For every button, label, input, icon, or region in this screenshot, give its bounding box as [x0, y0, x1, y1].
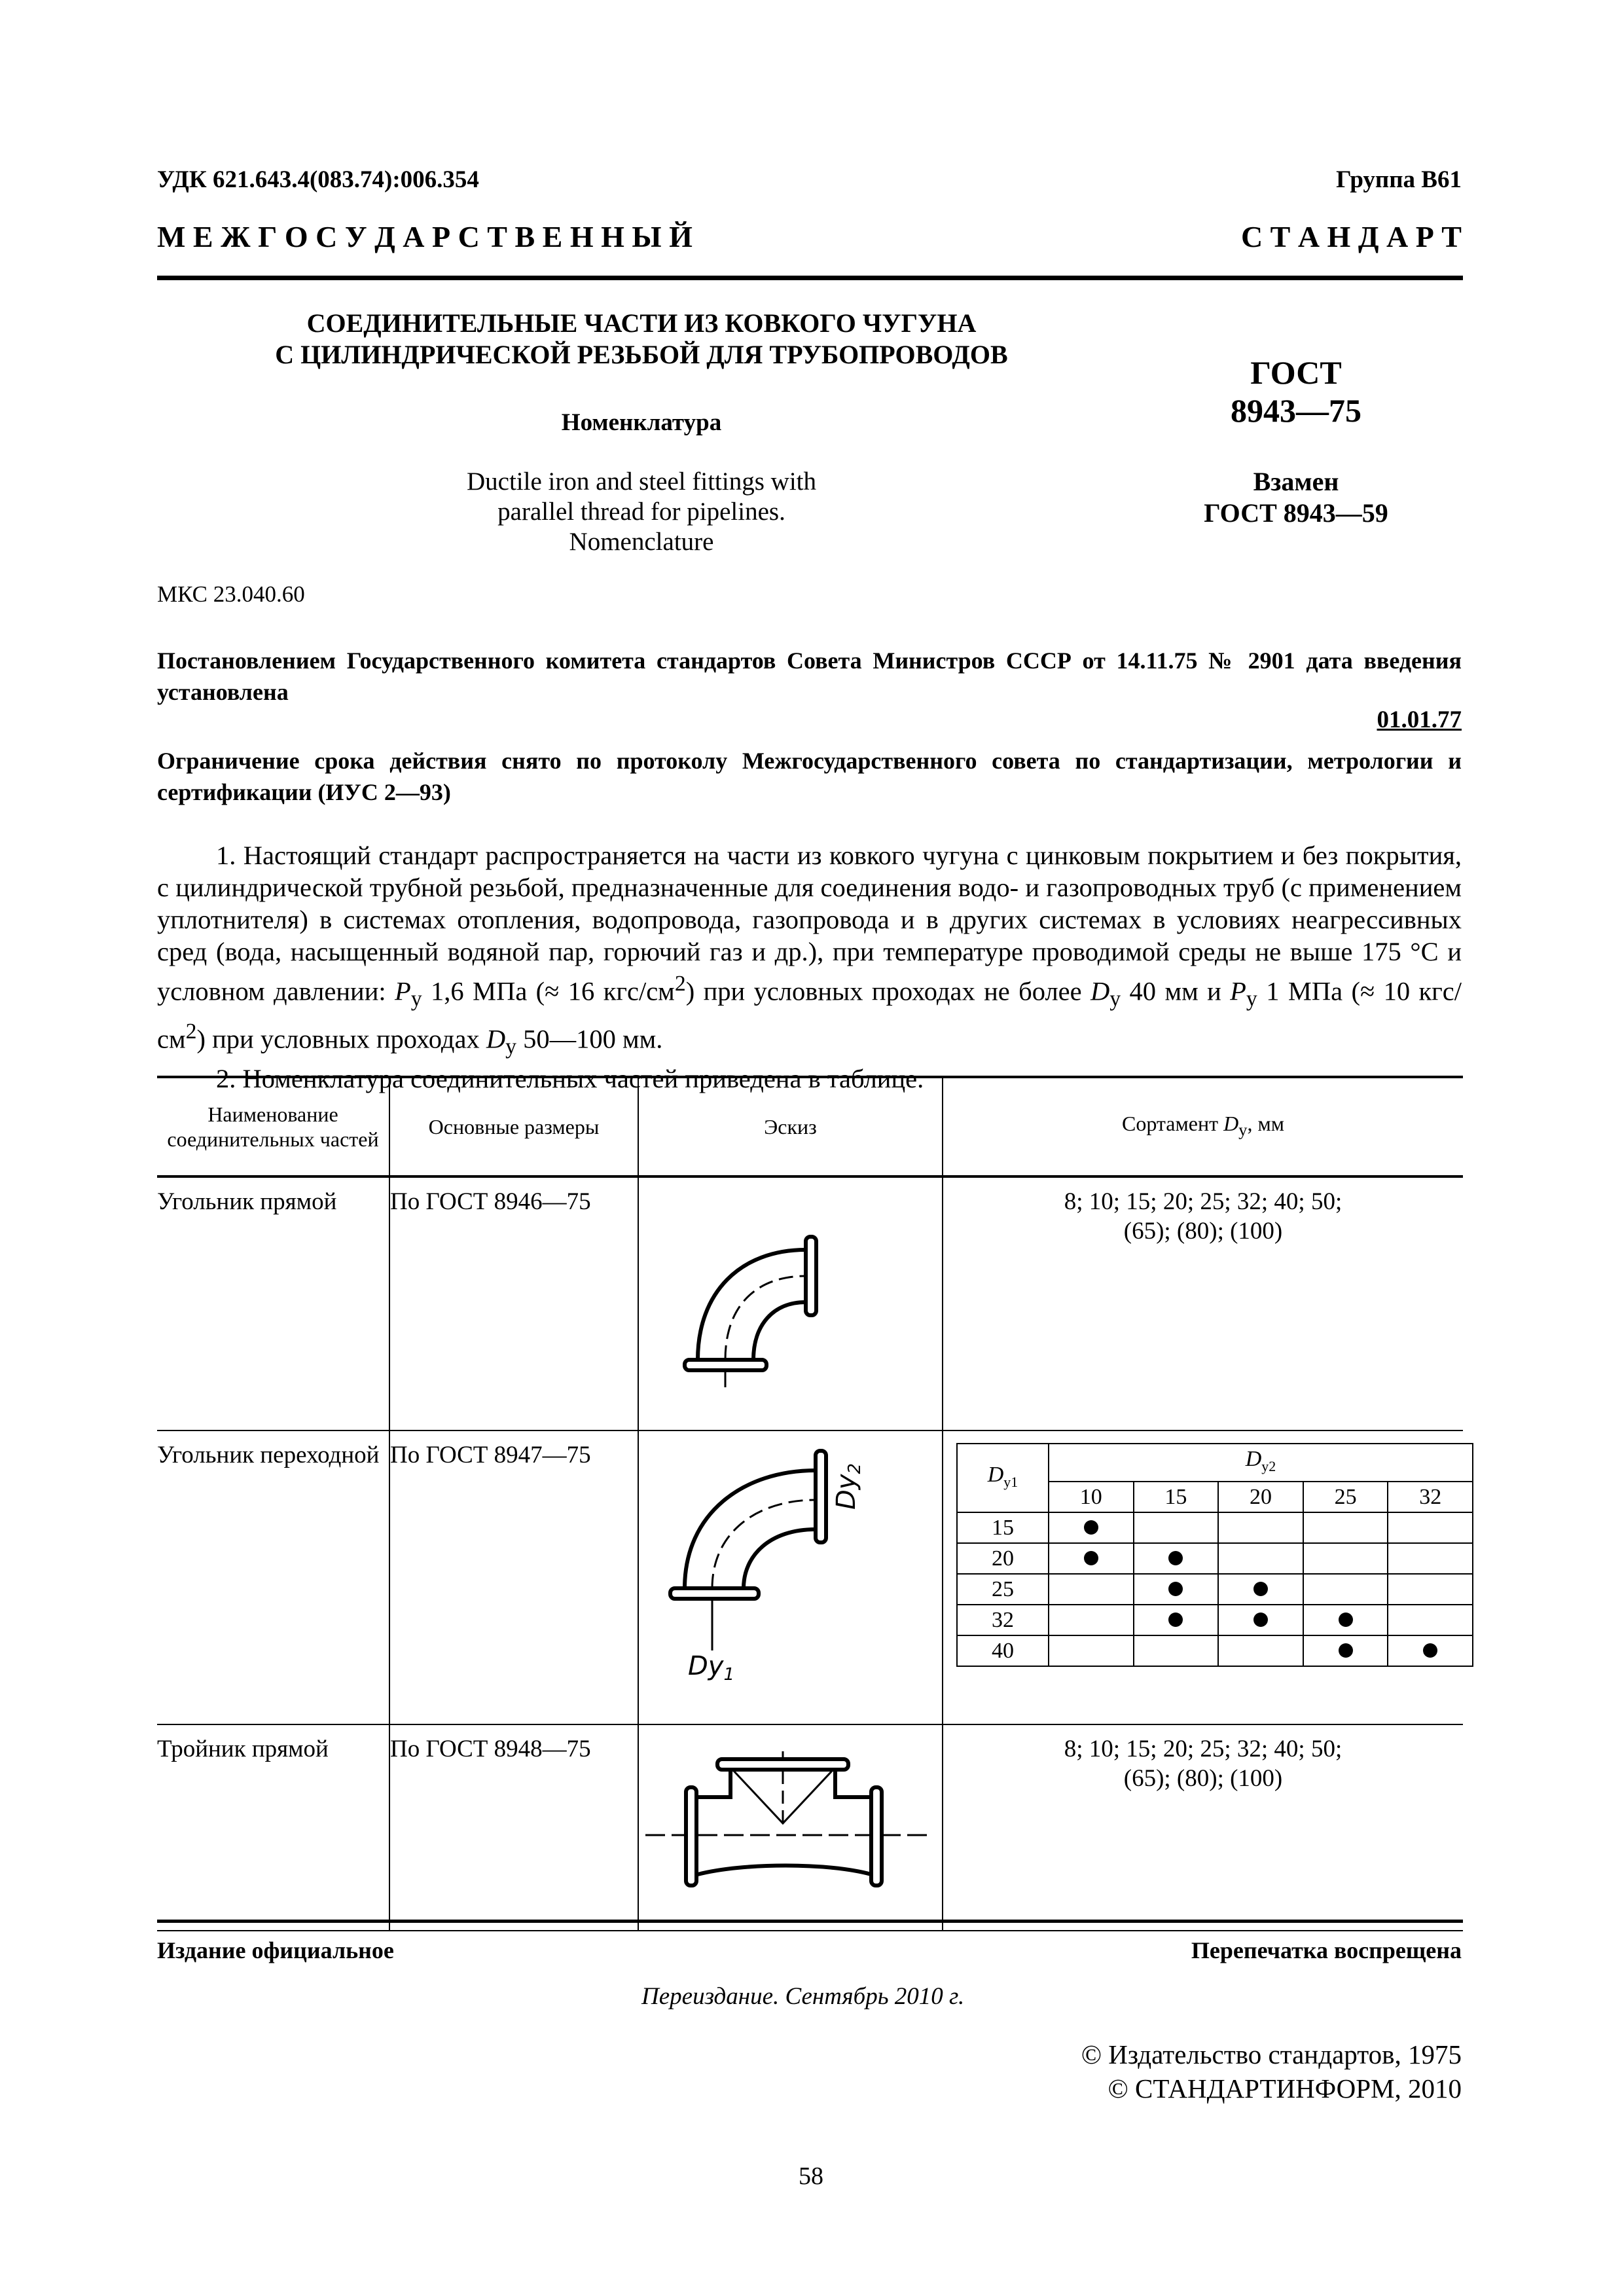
paragraph-2: 2. Номенклатура соединительных частей приведена в таблице. [216, 1064, 924, 1094]
available-mark-cell [1134, 1605, 1219, 1635]
title-en-line3: Nomenclature [569, 528, 714, 556]
empty-cell [1303, 1574, 1388, 1605]
title-en-line2: parallel thread for pipelines. [497, 498, 785, 526]
gost-label: ГОСТ [1250, 354, 1342, 391]
dot-icon [1339, 1643, 1353, 1658]
straight-tee-sketch [638, 1724, 943, 1931]
empty-cell [1218, 1543, 1303, 1574]
official-edition: Издание официальное [157, 1937, 394, 1963]
empty-cell [1049, 1605, 1134, 1635]
straight-elbow-sketch [638, 1176, 943, 1430]
empty-cell [1388, 1574, 1473, 1605]
dy-grid-row [957, 1543, 1473, 1574]
fitting-dims: По ГОСТ 8948—75 [389, 1724, 638, 1931]
gost-replaces [1165, 466, 1427, 529]
title-ru-line2: С ЦИЛИНДРИЧЕСКОЙ РЕЗЬБОЙ ДЛЯ ТРУБОПРОВОДОВ [275, 340, 1008, 369]
available-mark-cell [1388, 1635, 1473, 1666]
fitting-dims: По ГОСТ 8946—75 [389, 1176, 638, 1430]
nomenclature-table [157, 1076, 1463, 1931]
dy2-col-32: 32 [1388, 1482, 1473, 1512]
reissue-note: Переиздание. Сентябрь 2010 г. [641, 1983, 965, 2010]
title-subtitle: Номенклатура [561, 409, 722, 436]
dy-grid-row [957, 1574, 1473, 1605]
dy2-col-25: 25 [1303, 1482, 1388, 1512]
dot-icon [1253, 1613, 1268, 1627]
body-text [157, 839, 1462, 1095]
available-mark-cell [1303, 1605, 1388, 1635]
header-rule [157, 276, 1463, 280]
decree-text: Постановлением Государственного комитета стандартов Совета Министров СССР от 14.11.75 № 2901 дата введения установлена [157, 647, 1462, 705]
dy1-value: 25 [957, 1574, 1049, 1605]
dy-grid-row [957, 1635, 1473, 1666]
title-ru-line1: СОЕДИНИТЕЛЬНЫЕ ЧАСТИ ИЗ КОВКОГО ЧУГУНА [306, 308, 977, 338]
fitting-range: 8; 10; 15; 20; 25; 32; 40; 50; (65); (80); (100) [943, 1176, 1463, 1430]
table-row [157, 1430, 1463, 1724]
empty-cell [1303, 1512, 1388, 1543]
table-row [157, 1724, 1463, 1931]
header-name: Наименование соединительных частей [157, 1077, 389, 1176]
dy1-value: 15 [957, 1512, 1049, 1543]
group-code: Группа В61 [1336, 166, 1462, 193]
table-row [157, 1176, 1463, 1430]
available-mark-cell [1303, 1635, 1388, 1666]
dy1-value: 40 [957, 1635, 1049, 1666]
available-mark-cell [1218, 1574, 1303, 1605]
dy-grid-row [957, 1512, 1473, 1543]
empty-cell [1218, 1512, 1303, 1543]
title-english [216, 467, 1067, 557]
dy-combination-grid [943, 1430, 1463, 1724]
empty-cell [1049, 1574, 1134, 1605]
header-sketch: Эскиз [638, 1077, 943, 1176]
dy2-col-20: 20 [1218, 1482, 1303, 1512]
dy2-col-10: 10 [1049, 1482, 1134, 1512]
dy-table [956, 1443, 1473, 1667]
empty-cell [1388, 1543, 1473, 1574]
reprint-prohibited: Перепечатка воспрещена [1191, 1937, 1462, 1963]
gost-number: 8943—75 [1231, 392, 1361, 429]
dy2-col-15: 15 [1134, 1482, 1219, 1512]
dot-icon [1423, 1643, 1437, 1658]
dot-icon [1168, 1582, 1183, 1596]
empty-cell [1134, 1635, 1219, 1666]
limitation-text: Ограничение срока действия снято по протоколу Межгосударственного совета по стандартизации, метрологии и сертификации (ИУС 2—93) [157, 748, 1462, 805]
available-mark-cell [1049, 1512, 1134, 1543]
dy2-header: $D_{y2}$ [1049, 1444, 1473, 1482]
header-range: Сортамент $D_у$, мм [943, 1077, 1463, 1176]
dy1-header: $D_{y1}$ [957, 1444, 1049, 1512]
dot-icon [1084, 1520, 1098, 1535]
mks-code: МКС 23.040.60 [157, 581, 305, 607]
replaces-value: ГОСТ 8943—59 [1204, 498, 1388, 528]
dot-icon [1168, 1613, 1183, 1627]
replaces-label: Взамен [1253, 467, 1339, 496]
banner-word-interstate: М Е Ж Г О С У Д А Р С Т В Е Н Н Ы Й [157, 220, 693, 253]
fitting-range: 8; 10; 15; 20; 25; 32; 40; 50; (65); (80); (100) [943, 1724, 1463, 1931]
reducing-elbow-sketch [638, 1430, 943, 1724]
interstate-standard-banner [157, 219, 1462, 254]
fitting-name: Тройник прямой [157, 1724, 389, 1931]
empty-cell [1218, 1635, 1303, 1666]
title-en-line1: Ductile iron and steel fittings with [467, 467, 816, 496]
empty-cell [1388, 1512, 1473, 1543]
paragraph-1: 1. Настоящий стандарт распространяется на части из ковкого чугуна с цинковым покрытием и без покрытия, с цилиндрической трубной резьбой, предназначенные для соединения водо- и газопроводных труб (с применением уплотнителя) в системах отопления, водопровода, газопровода и в других системах в условиях неагрессивных сред (вода, насыщенный водяной пар, горючий газ и др.), при температуре проводимой среды не выше 175 °С и условном давлении: $P_у$ 1,6 МПа (≈ 16 кгс/$см^2$) при условных проходах не более $D_у$ 40 мм и $P_у$ 1 МПа (≈ 10 кгс/$см^2$) при условных проходах $D_у$ 50—100 мм. [157, 841, 1462, 1059]
dot-icon [1084, 1551, 1098, 1565]
available-mark-cell [1218, 1605, 1303, 1635]
gost-designation [1165, 354, 1427, 429]
udk-code: УДК 621.643.4(083.74):006.354 [157, 166, 479, 193]
dot-icon [1168, 1551, 1183, 1565]
fitting-dims: По ГОСТ 8947—75 [389, 1430, 638, 1724]
dy1-label: $Dy_1$ [688, 1651, 735, 1685]
dot-icon [1339, 1613, 1353, 1627]
empty-cell [1303, 1543, 1388, 1574]
empty-cell [1134, 1512, 1219, 1543]
dy1-value: 20 [957, 1543, 1049, 1574]
empty-cell [1388, 1605, 1473, 1635]
header-dims: Основные размеры [389, 1077, 638, 1176]
dy-grid-row [957, 1605, 1473, 1635]
introduction-date: 01.01.77 [1377, 706, 1462, 733]
empty-cell [1049, 1635, 1134, 1666]
banner-word-standard: С Т А Н Д А Р Т [1240, 220, 1462, 253]
copyright-2010: © СТАНДАРТИНФОРМ, 2010 [1108, 2073, 1462, 2104]
copyright-1975: © Издательство стандартов, 1975 [1081, 2039, 1462, 2069]
available-mark-cell [1134, 1543, 1219, 1574]
fitting-name: Угольник прямой [157, 1176, 389, 1430]
dot-icon [1253, 1582, 1268, 1596]
table-bottom-rule [157, 1920, 1463, 1923]
dy1-value: 32 [957, 1605, 1049, 1635]
dy2-label: $Dy_2$ [831, 1463, 865, 1510]
available-mark-cell [1134, 1574, 1219, 1605]
available-mark-cell [1049, 1543, 1134, 1574]
fitting-name: Угольник переходной [157, 1430, 389, 1724]
page-number: 58 [799, 2162, 823, 2190]
